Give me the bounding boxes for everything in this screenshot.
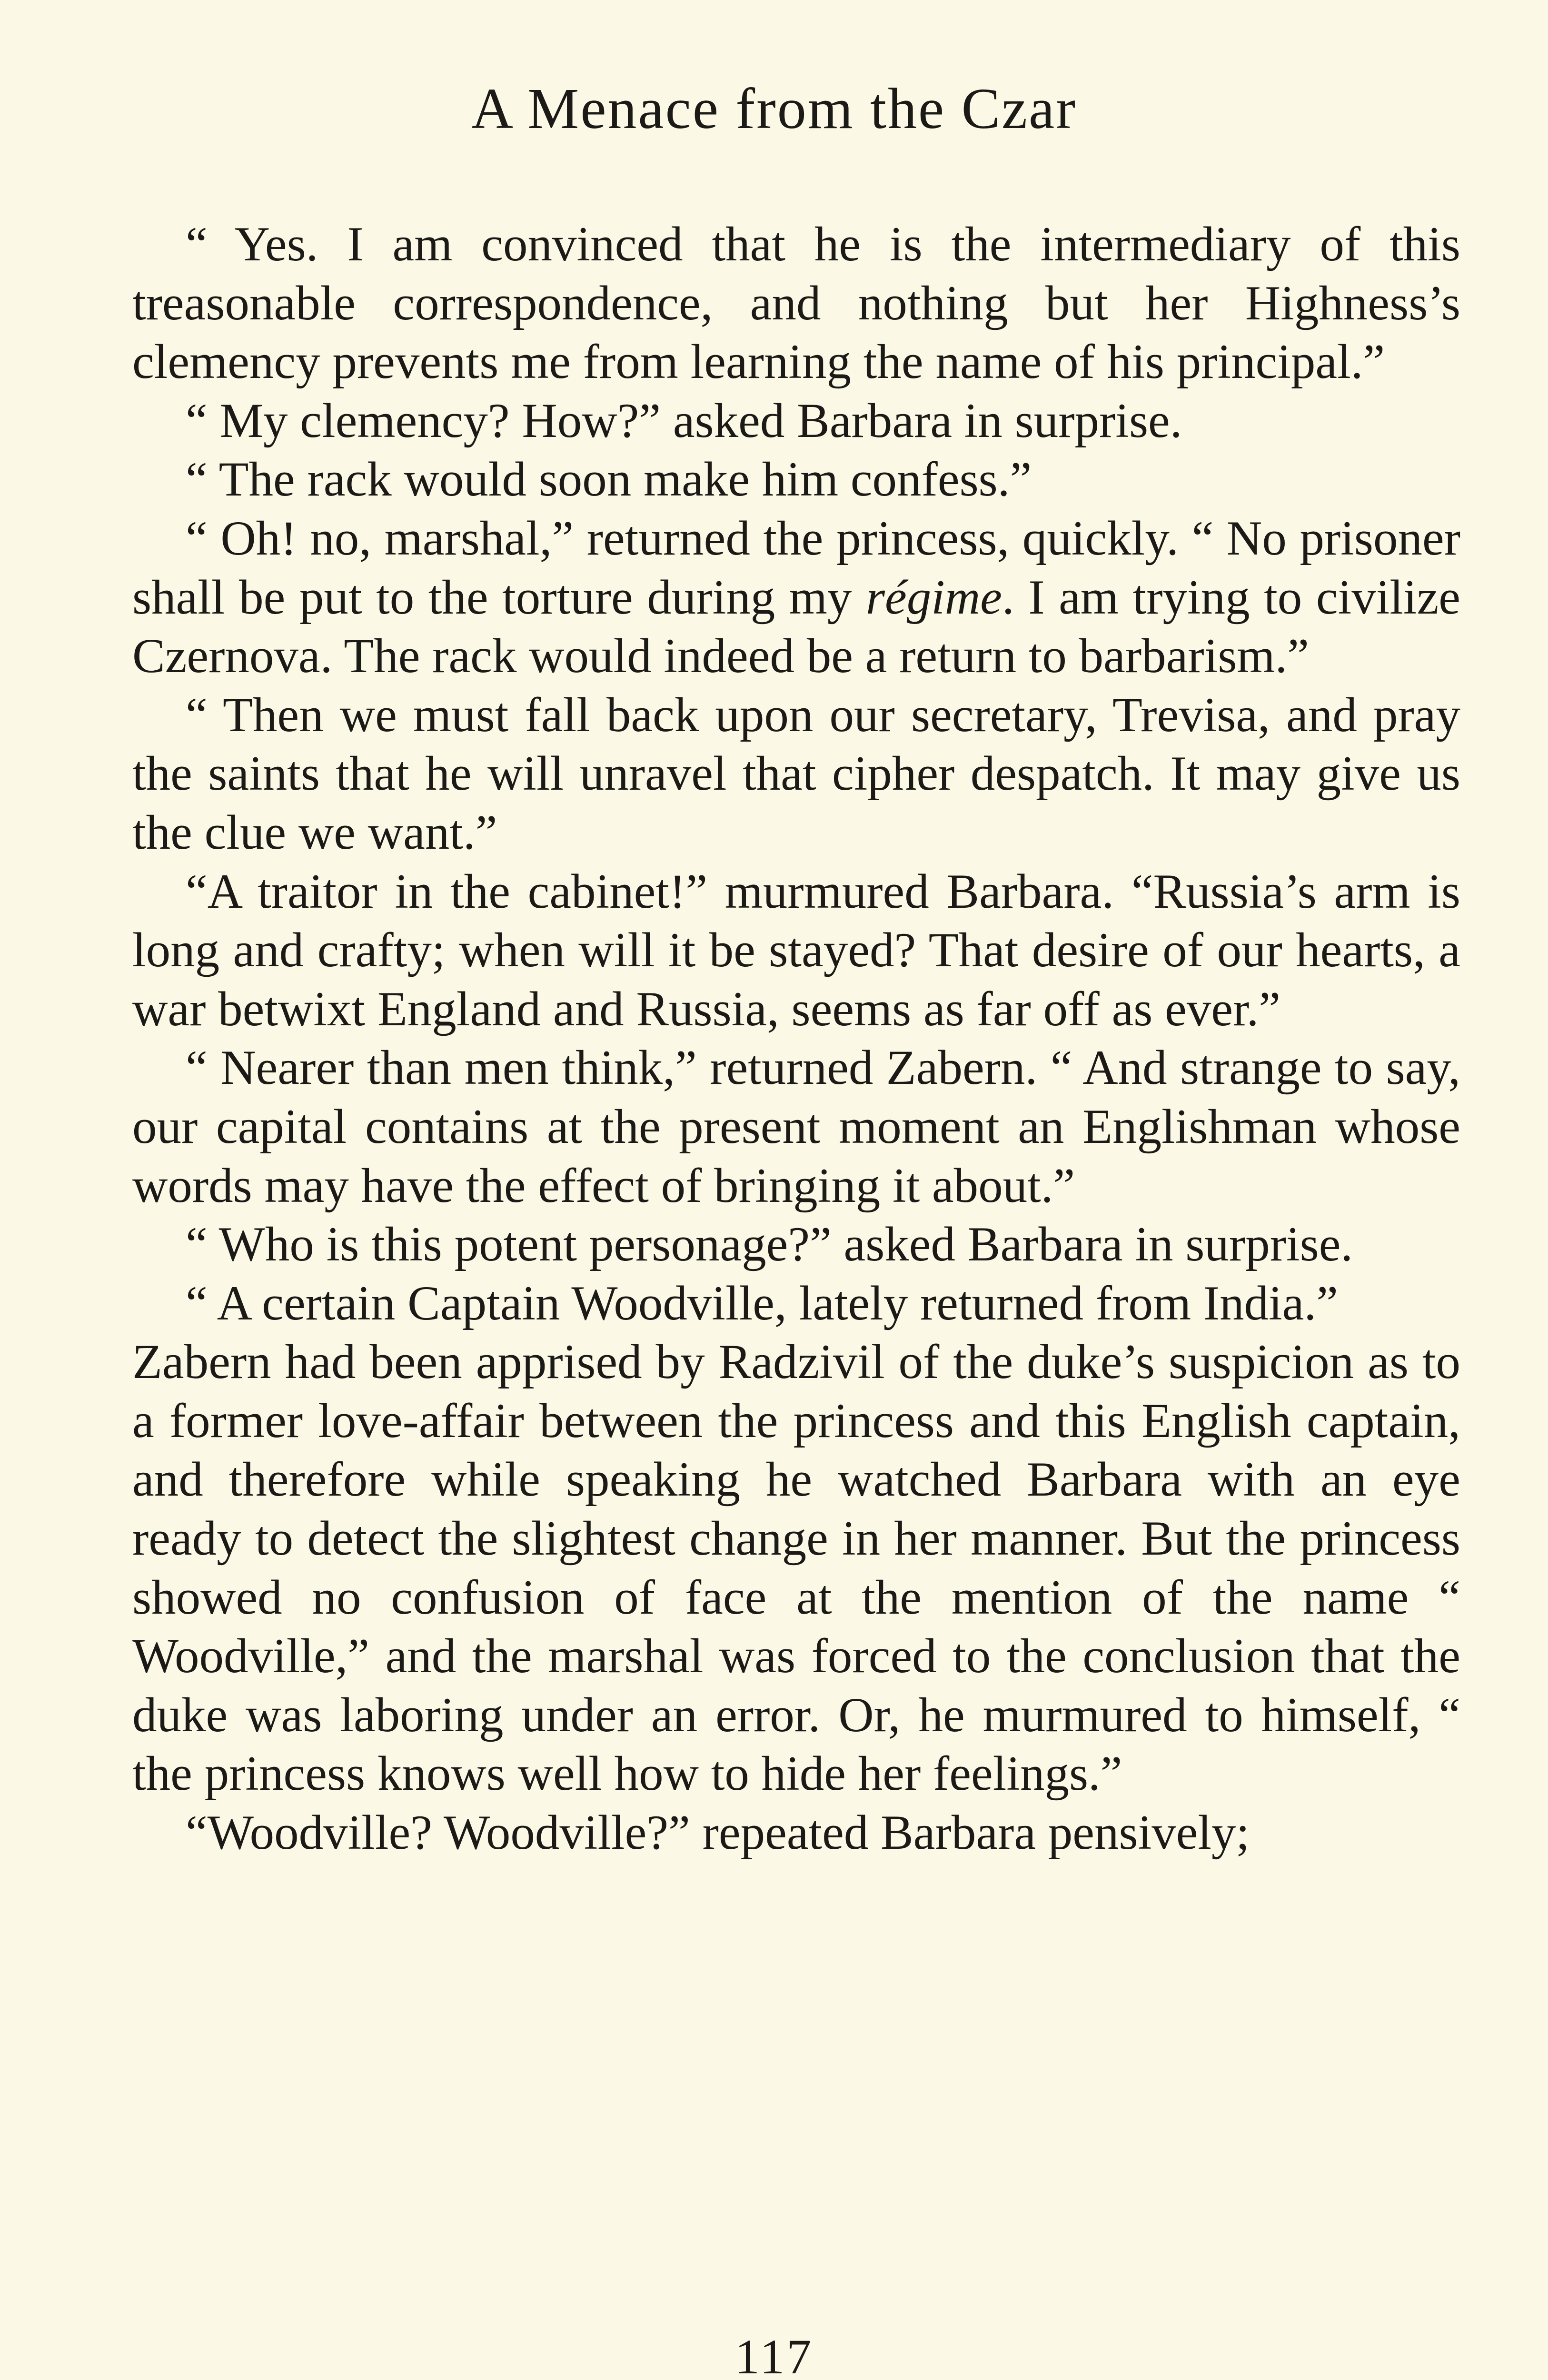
paragraph: “ A certain Captain Woodville, lately returned from India.” xyxy=(186,1276,1338,1330)
italic-word: régime xyxy=(865,570,1002,625)
running-head: A Menace from the Czar xyxy=(471,77,1077,141)
paragraph: “ Who is this potent personage?” asked Barbara in surprise. xyxy=(186,1217,1353,1272)
page-number: 117 xyxy=(734,2330,814,2380)
paragraph: “ Then we must fall back upon our secretary, Trevisa, and pray the saints that he will unravel that cipher despatch. It may give us the clue we want.” xyxy=(132,687,1460,860)
paragraph: “ Yes. I am convinced that he is the intermediary of this treasonable correspondence, and nothing but her Highness’s clemency prevents me from learning the name of his principal.” xyxy=(132,217,1460,389)
paragraph: “ My clemency? How?” asked Barbara in surprise. xyxy=(186,393,1182,448)
body-text xyxy=(132,215,1460,1863)
paragraph: “ Nearer than men think,” returned Zabern. “ And strange to say, our capital contains at the present moment an Englishman whose words may have the effect of bringing it about.” xyxy=(132,1041,1460,1213)
paragraph: “Woodville? Woodville?” repeated Barbara pensively; xyxy=(186,1805,1250,1860)
paragraph: Zabern had been apprised by Radzivil of the duke’s suspicion as to a former love-affair between the princess and this English captain, and therefore while speaking he watched Barbara with an eye ready to detect the slightest change in her manner. But the princess showed no confusion of face at the mention of the name “ Woodville,” and the marshal was forced to the conclusion that the duke was laboring under an error. Or, he murmured to himself, “ the princess knows well how to hide her feelings.” xyxy=(132,1335,1460,1801)
paragraph: “A traitor in the cabinet!” murmured Barbara. “Russia’s arm is long and crafty; when will it be stayed? That desire of our hearts, a war betwixt England and Russia, seems as far off as ever.” xyxy=(132,864,1460,1036)
paragraph: “ Oh! no, marshal,” returned the princess, quickly. “ No prisoner shall be put to the torture during my régime. I am trying to civilize Czernova. The rack would indeed be a return to barbarism.” xyxy=(132,511,1460,684)
paragraph: “ The rack would soon make him confess.” xyxy=(186,452,1032,507)
